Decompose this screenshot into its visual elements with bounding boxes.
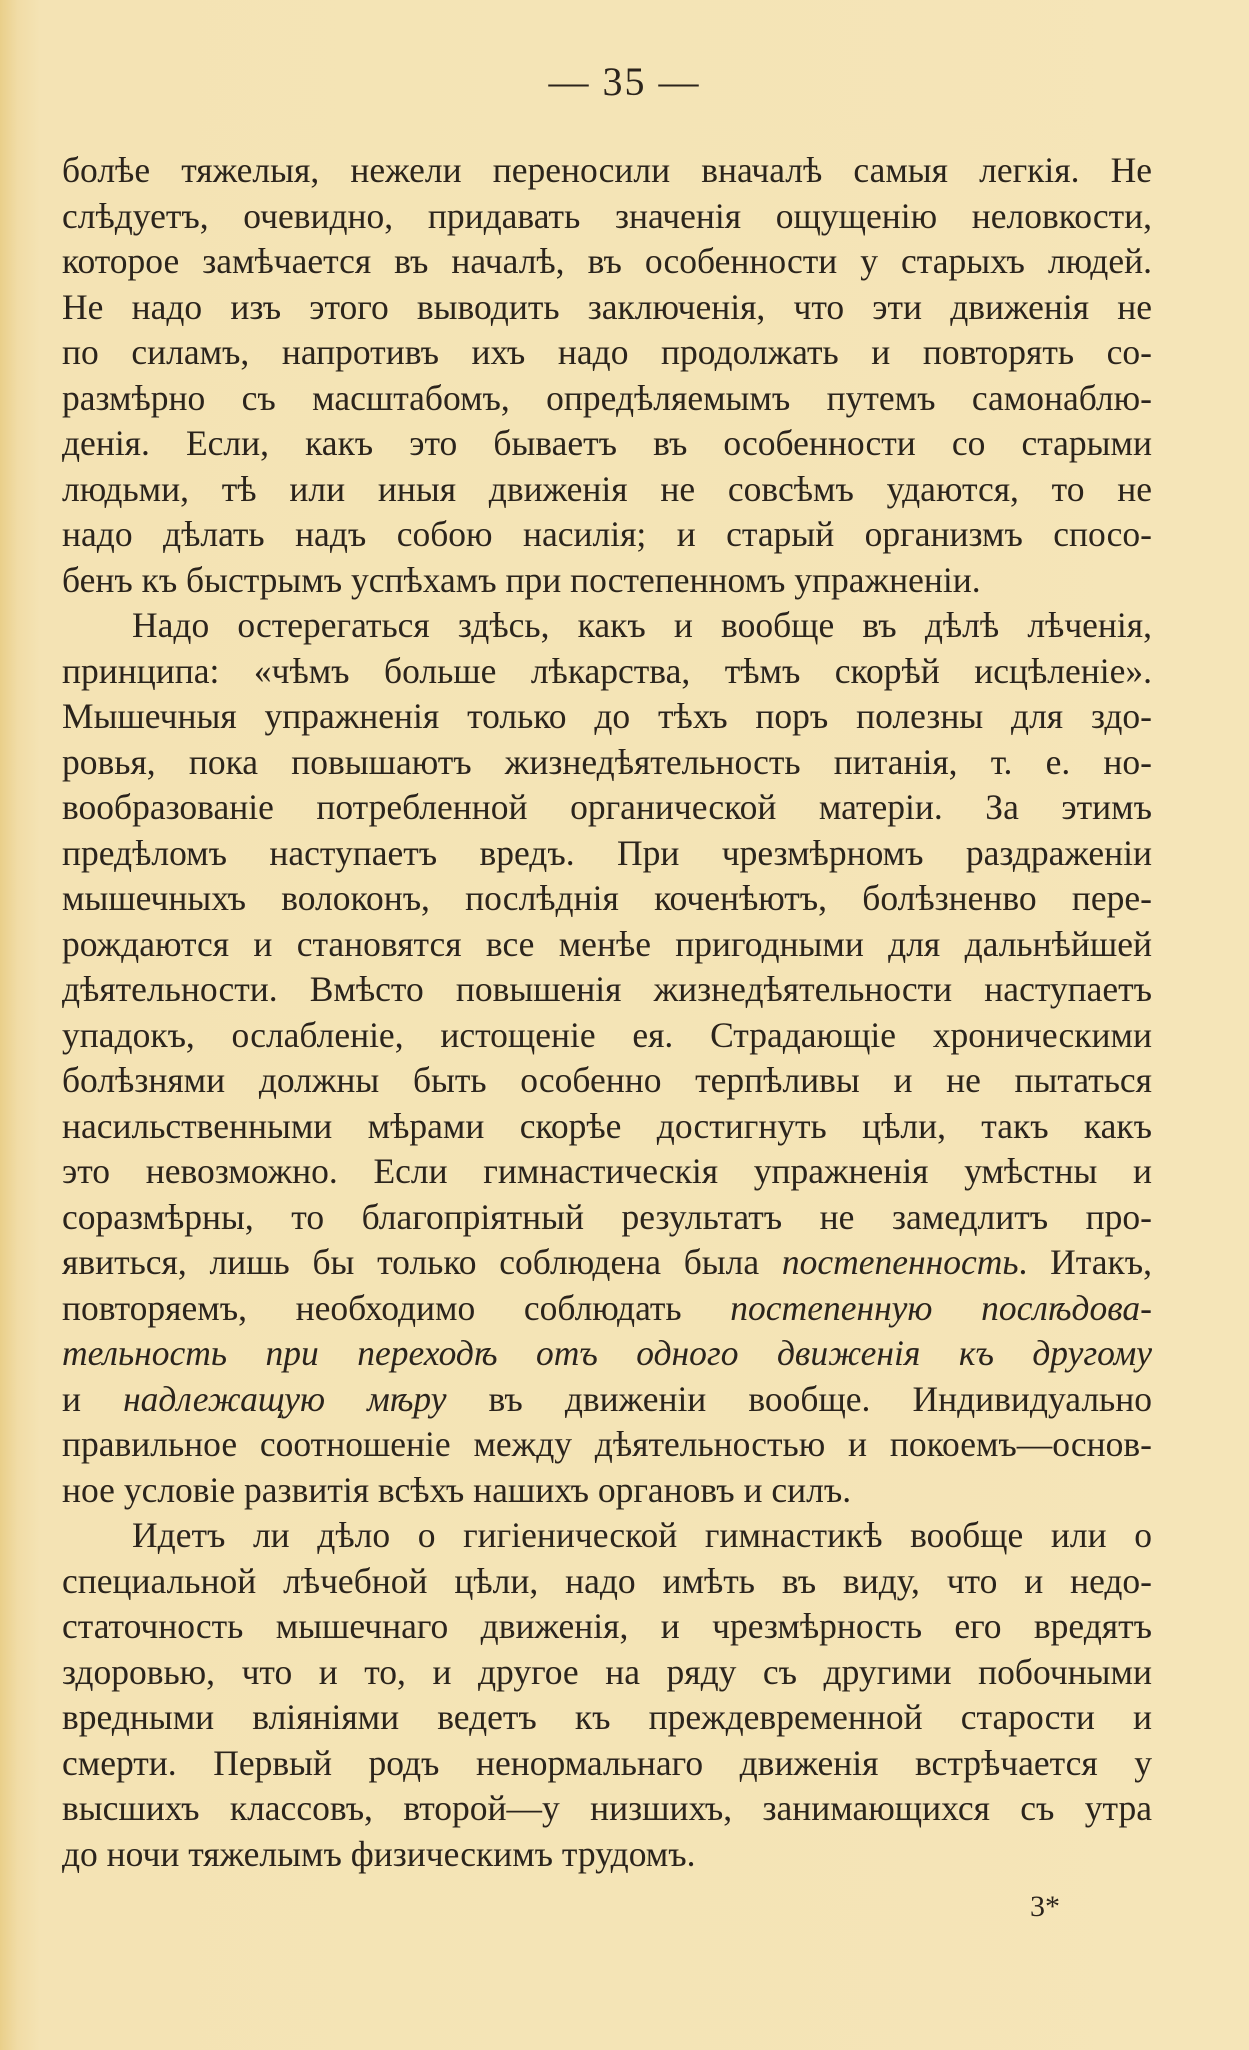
text-line: Мышечныя упражненія только до тѣхъ поръ полезны для здо- (62, 696, 1152, 736)
text-line: упадокъ, ослабленіе, истощеніе ея. Страдающіе хроническими (62, 1014, 1152, 1055)
text-line: специальной лѣчебной цѣли, надо имѣть въ виду, что и недо- (62, 1560, 1152, 1601)
text-line: вообразованіе потребленной органической матеріи. За этимъ (62, 787, 1152, 827)
emphasis-text: постепенность (781, 1242, 1019, 1282)
text-line: высшихъ классовъ, второй—у низшихъ, занимающихся съ утра (62, 1788, 1152, 1828)
text-line: слѣдуетъ, очевидно, придавать значенія ощущенію неловкости, (62, 195, 1152, 236)
signature-mark: 3* (1030, 1890, 1060, 1923)
text-line: рождаются и становятся все менѣе пригодными для дальнѣйшей (62, 923, 1152, 964)
text-segment: повторяемъ, необходимо соблюдать (62, 1287, 731, 1328)
text-line: размѣрно съ масштабомъ, опредѣляемымъ путемъ самонаблю- (62, 377, 1152, 418)
text-line: ное условіе развитія всѣхъ нашихъ органовъ и силъ. (62, 1469, 852, 1510)
text-line: людьми, тѣ или иныя движенія не совсѣмъ удаются, то не (62, 468, 1152, 509)
text-line: насильственными мѣрами скорѣе достигнуть цѣли, такъ какъ (62, 1105, 1152, 1146)
text-line: денія. Если, какъ это бываетъ въ особенности со старыми (62, 423, 1152, 463)
text-line: вредными вліяніями ведетъ къ преждевременной старости и (62, 1697, 1152, 1737)
text-line: мышечныхъ волоконъ, послѣднія коченѣютъ, болѣзненво пере- (62, 878, 1152, 918)
text-line: дѣятельности. Вмѣсто повышенія жизнедѣятельности наступаетъ (62, 969, 1152, 1009)
text-line: предѣломъ наступаетъ вредъ. При чрезмѣрномъ раздраженіи (62, 832, 1152, 873)
text-line (62, 1286, 1152, 1332)
text-segment: . Итакъ, (1018, 1242, 1152, 1282)
text-line: Идетъ ли дѣло о гигіенической гимнастикѣ вообще или о (132, 1515, 1152, 1555)
text-line: до ночи тяжелымъ физическимъ трудомъ. (62, 1833, 696, 1874)
text-line (62, 1377, 1152, 1423)
text-line: Надо остерегаться здѣсь, какъ и вообще въ дѣлѣ лѣченія, (132, 605, 1152, 645)
text-line: принципа: «чѣмъ больше лѣкарства, тѣмъ скорѣй исцѣленіе». (62, 650, 1152, 691)
text-segment: явиться, лишь бы только соблюдена была (62, 1242, 782, 1282)
emphasis-text: надлежащую мѣру (123, 1378, 447, 1419)
text-line: надо дѣлать надъ собою насилія; и старый организмъ спосо- (62, 514, 1152, 554)
text-segment: и (62, 1378, 124, 1419)
text-line: соразмѣрны, то благопріятный результатъ не замедлитъ про- (62, 1196, 1152, 1237)
emphasis-text: постепенную послѣдова- (730, 1287, 1152, 1328)
text-line: смерти. Первый родъ ненормальнаго движенія встрѣчается у (62, 1742, 1152, 1783)
text-line: правильное соотношеніе между дѣятельностью и покоемъ—основ- (62, 1424, 1152, 1464)
text-line: это невозможно. Если гимнастическія упражненія умѣстны и (62, 1151, 1152, 1191)
text-line: здоровью, что и то, и другое на ряду съ другими побочными (62, 1651, 1152, 1692)
text-segment: въ движеніи вообще. Индивидуально (446, 1378, 1152, 1419)
text-line: болѣзнями должны быть особенно терпѣливы и не пытаться (62, 1060, 1152, 1100)
text-line: которое замѣчается въ началѣ, въ особенности у старыхъ людей. (62, 241, 1152, 281)
text-line (62, 1240, 1152, 1286)
text-line: по силамъ, напротивъ ихъ надо продолжать и повторять со- (62, 332, 1152, 372)
text-line (62, 1331, 1152, 1377)
text-line: Не надо изъ этого выводить заключенія, что эти движенія не (62, 286, 1152, 327)
text-line: бенъ къ быстрымъ успѣхамъ при постепенномъ упражненіи. (62, 559, 981, 600)
body-text (62, 148, 1152, 1877)
text-line: ровья, пока повышаютъ жизнедѣятельность питанія, т. е. но- (62, 741, 1152, 782)
text-line: статочность мышечнаго движенія, и чрезмѣрность его вредятъ (62, 1606, 1152, 1646)
page-number: — 35 — (548, 59, 701, 104)
text-line: болѣе тяжелыя, нежели переносили вначалѣ самыя легкія. Не (62, 150, 1152, 190)
emphasis-text: тельность при переходѣ отъ одного движенія къ другому (62, 1333, 1152, 1373)
